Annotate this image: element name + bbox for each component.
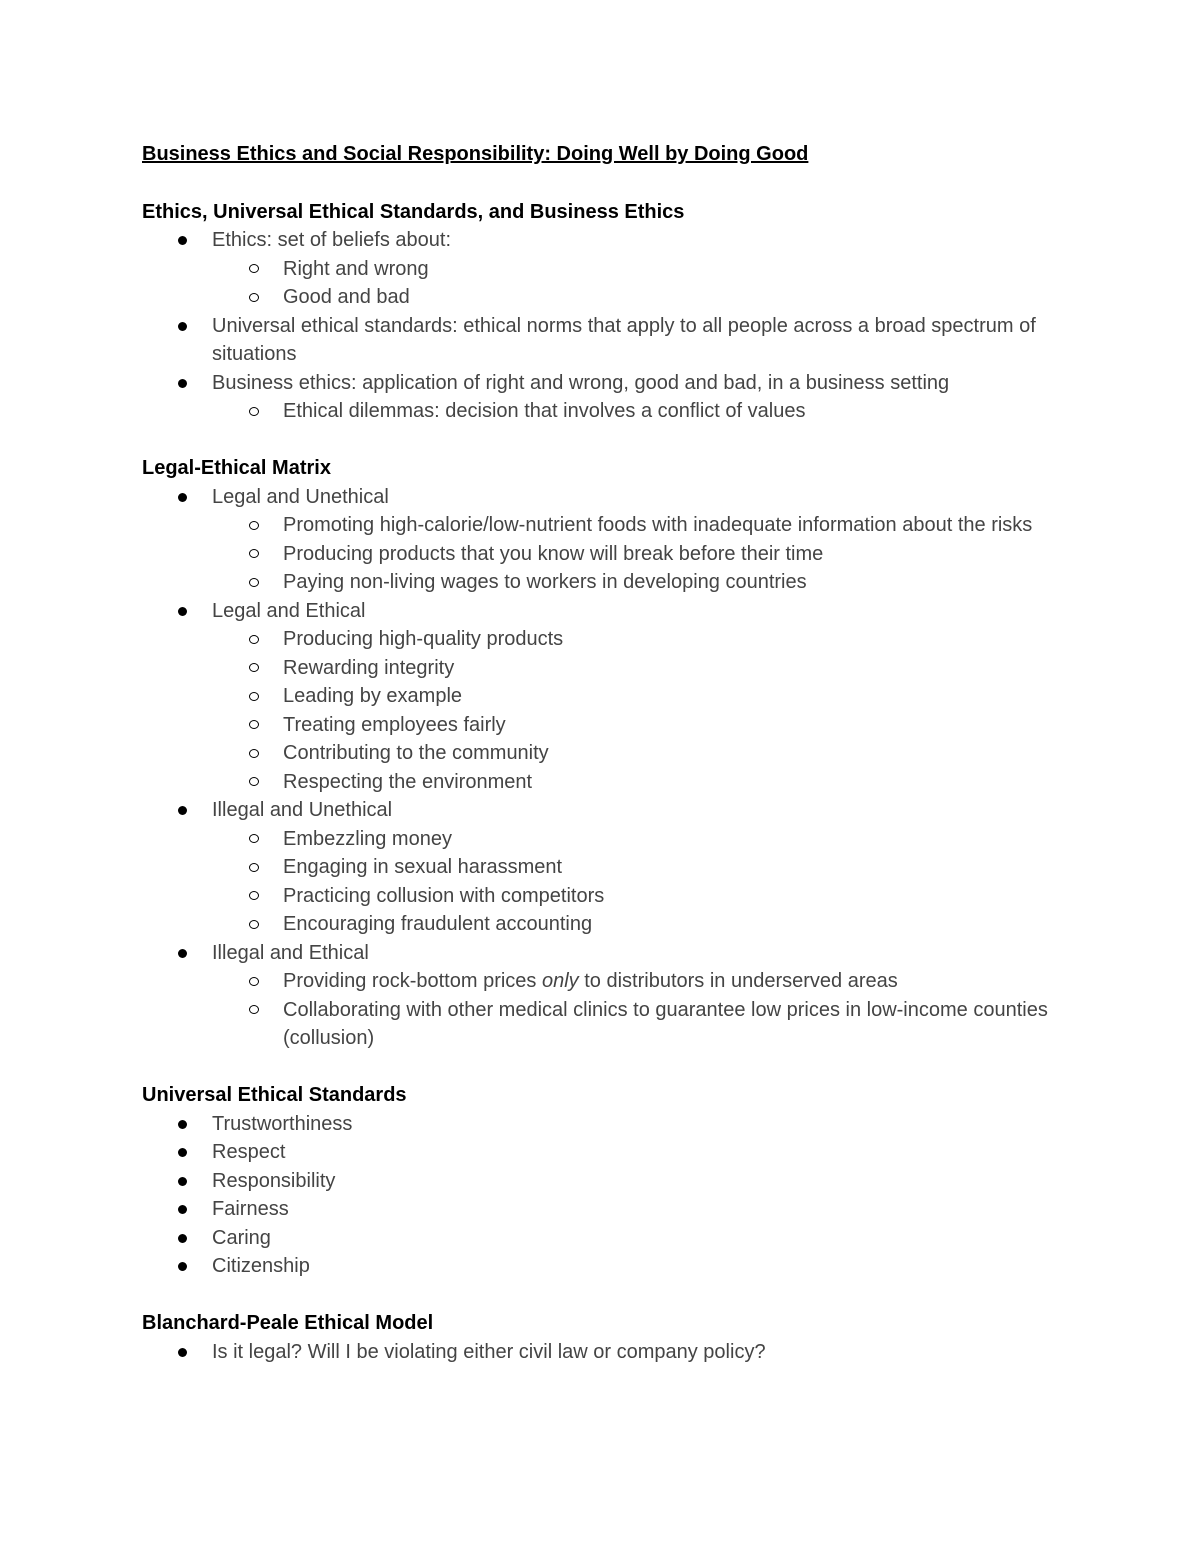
hollow-bullet-icon — [249, 521, 259, 530]
list-item-text: Legal and Unethical — [212, 485, 389, 508]
sub-list-item — [212, 654, 1062, 683]
sub-list-item-text: Producing high-quality products — [283, 628, 564, 650]
sub-list-item-text: Embezzling money — [283, 827, 452, 850]
section-legal-ethical-matrix — [142, 454, 1062, 1053]
list-item-text: Respect — [212, 1141, 286, 1163]
list-item-text: Illegal and Unethical — [212, 799, 393, 821]
list-item — [142, 369, 1062, 426]
sub-list-item — [212, 625, 1062, 654]
section-heading: Blanchard-Peale Ethical Model — [142, 1312, 434, 1334]
sub-list-item — [212, 540, 1062, 569]
hollow-bullet-icon — [249, 777, 259, 786]
sub-list-item-text: Respecting the environment — [283, 770, 533, 793]
bullet-icon — [178, 806, 187, 815]
sub-list-item — [212, 739, 1062, 768]
hollow-bullet-icon — [249, 749, 259, 758]
hollow-bullet-icon — [249, 692, 259, 701]
bullet-icon — [178, 949, 187, 958]
sub-list-item-text: Right and wrong — [283, 257, 429, 280]
bullet-list — [142, 483, 1062, 1053]
list-item — [142, 1167, 1062, 1196]
sub-list-item — [212, 397, 1062, 426]
list-item — [142, 483, 1062, 597]
sub-list-item-text: Encouraging fraudulent accounting — [283, 913, 593, 935]
hollow-bullet-icon — [249, 264, 259, 273]
text-segment: Providing rock-bottom prices — [283, 970, 542, 992]
sub-bullet-list — [212, 255, 1062, 312]
sub-list-item-text: Contributing to the community — [283, 742, 549, 764]
sub-list-item — [212, 967, 1062, 996]
bullet-icon — [178, 493, 187, 502]
hollow-bullet-icon — [249, 1005, 259, 1014]
emphasized-text: only — [541, 970, 579, 992]
sub-list-item — [212, 568, 1062, 597]
list-item-text: Illegal and Ethical — [212, 941, 369, 964]
list-item-text: Is it legal? Will I be violating either civil law or company policy? — [212, 1340, 766, 1363]
list-item — [142, 312, 1062, 369]
section-heading: Universal Ethical Standards — [142, 1084, 407, 1106]
list-item — [142, 1138, 1062, 1167]
hollow-bullet-icon — [249, 834, 259, 843]
sub-list-item-text: Ethical dilemmas: decision that involves a conflict of values — [283, 400, 806, 422]
hollow-bullet-icon — [249, 920, 259, 929]
list-item — [142, 796, 1062, 939]
sub-list-item-text: Engaging in sexual harassment — [283, 856, 563, 878]
text-segment: to distributors in underserved areas — [578, 970, 898, 992]
bullet-list — [142, 226, 1062, 426]
bullet-icon — [178, 236, 187, 245]
list-item-text: Legal and Ethical — [212, 599, 366, 622]
sub-list-item-text: Producing products that you know will break before their time — [283, 542, 824, 565]
sub-list-item-text: Collaborating with other medical clinics to guarantee low prices in low-income counties (collusion) — [283, 998, 1048, 1049]
section-heading: Legal-Ethical Matrix — [142, 457, 331, 479]
bullet-icon — [178, 1348, 187, 1357]
hollow-bullet-icon — [249, 663, 259, 672]
sub-list-item — [212, 825, 1062, 854]
sub-bullet-list — [212, 511, 1062, 597]
hollow-bullet-icon — [249, 635, 259, 644]
bullet-icon — [178, 1234, 187, 1243]
hollow-bullet-icon — [249, 549, 259, 558]
list-item — [142, 597, 1062, 797]
hollow-bullet-icon — [249, 407, 259, 416]
list-item — [142, 226, 1062, 312]
bullet-list — [142, 1110, 1062, 1281]
sub-list-item-text: Paying non-living wages to workers in developing countries — [283, 571, 807, 593]
sub-list-item-text: Treating employees fairly — [283, 713, 506, 736]
hollow-bullet-icon — [249, 863, 259, 872]
bullet-icon — [178, 1262, 187, 1271]
sub-list-item — [212, 511, 1062, 540]
hollow-bullet-icon — [249, 578, 259, 587]
section-blanchard-peale-model — [142, 1309, 1062, 1366]
sub-list-item — [212, 682, 1062, 711]
list-item-text: Business ethics: application of right and wrong, good and bad, in a business setting — [212, 371, 950, 394]
hollow-bullet-icon — [249, 891, 259, 900]
list-item — [142, 1110, 1062, 1139]
bullet-icon — [178, 607, 187, 616]
sub-list-item — [212, 255, 1062, 284]
list-item-text: Universal ethical standards: ethical norms that apply to all people across a broad spectrum of situations — [212, 314, 1036, 365]
list-item-text: Responsibility — [212, 1169, 336, 1192]
bullet-icon — [178, 1148, 187, 1157]
sub-list-item-text: Good and bad — [283, 286, 410, 308]
sub-list-item — [212, 996, 1062, 1053]
sub-list-item — [212, 711, 1062, 740]
sub-bullet-list — [212, 825, 1062, 939]
section-ethics-standards — [142, 198, 1062, 426]
sub-list-item-text: Rewarding integrity — [283, 656, 455, 679]
list-item-text: Ethics: set of beliefs about: — [212, 229, 452, 251]
sub-list-item — [212, 283, 1062, 312]
sub-list-item — [212, 768, 1062, 797]
sub-list-item — [212, 853, 1062, 882]
list-item-text: Caring — [212, 1226, 271, 1249]
sub-bullet-list — [212, 967, 1062, 1053]
list-item — [142, 1338, 1062, 1367]
list-item-text: Trustworthiness — [212, 1112, 353, 1135]
bullet-list — [142, 1338, 1062, 1367]
hollow-bullet-icon — [249, 293, 259, 302]
bullet-icon — [178, 379, 187, 388]
section-heading: Ethics, Universal Ethical Standards, and Business Ethics — [142, 200, 685, 223]
sub-bullet-list — [212, 397, 1062, 426]
bullet-icon — [178, 322, 187, 331]
sub-list-item-text: Practicing collusion with competitors — [283, 884, 605, 907]
sub-list-item — [212, 882, 1062, 911]
sub-bullet-list — [212, 625, 1062, 796]
document-body — [142, 140, 1062, 1395]
section-universal-standards — [142, 1081, 1062, 1281]
list-item — [142, 1224, 1062, 1253]
sub-list-item — [212, 910, 1062, 939]
list-item — [142, 1195, 1062, 1224]
bullet-icon — [178, 1120, 187, 1129]
bullet-icon — [178, 1205, 187, 1214]
list-item — [142, 1252, 1062, 1281]
hollow-bullet-icon — [249, 720, 259, 729]
sub-list-item-text — [283, 970, 898, 992]
bullet-icon — [178, 1177, 187, 1186]
hollow-bullet-icon — [249, 977, 259, 986]
document-title: Business Ethics and Social Responsibility: Doing Well by Doing Good — [142, 143, 809, 165]
list-item-text: Citizenship — [212, 1255, 310, 1277]
list-item-text: Fairness — [212, 1198, 289, 1220]
sub-list-item-text: Promoting high-calorie/low-nutrient foods with inadequate information about the risks — [283, 514, 1033, 536]
sub-list-item-text: Leading by example — [283, 685, 463, 707]
list-item — [142, 939, 1062, 1053]
